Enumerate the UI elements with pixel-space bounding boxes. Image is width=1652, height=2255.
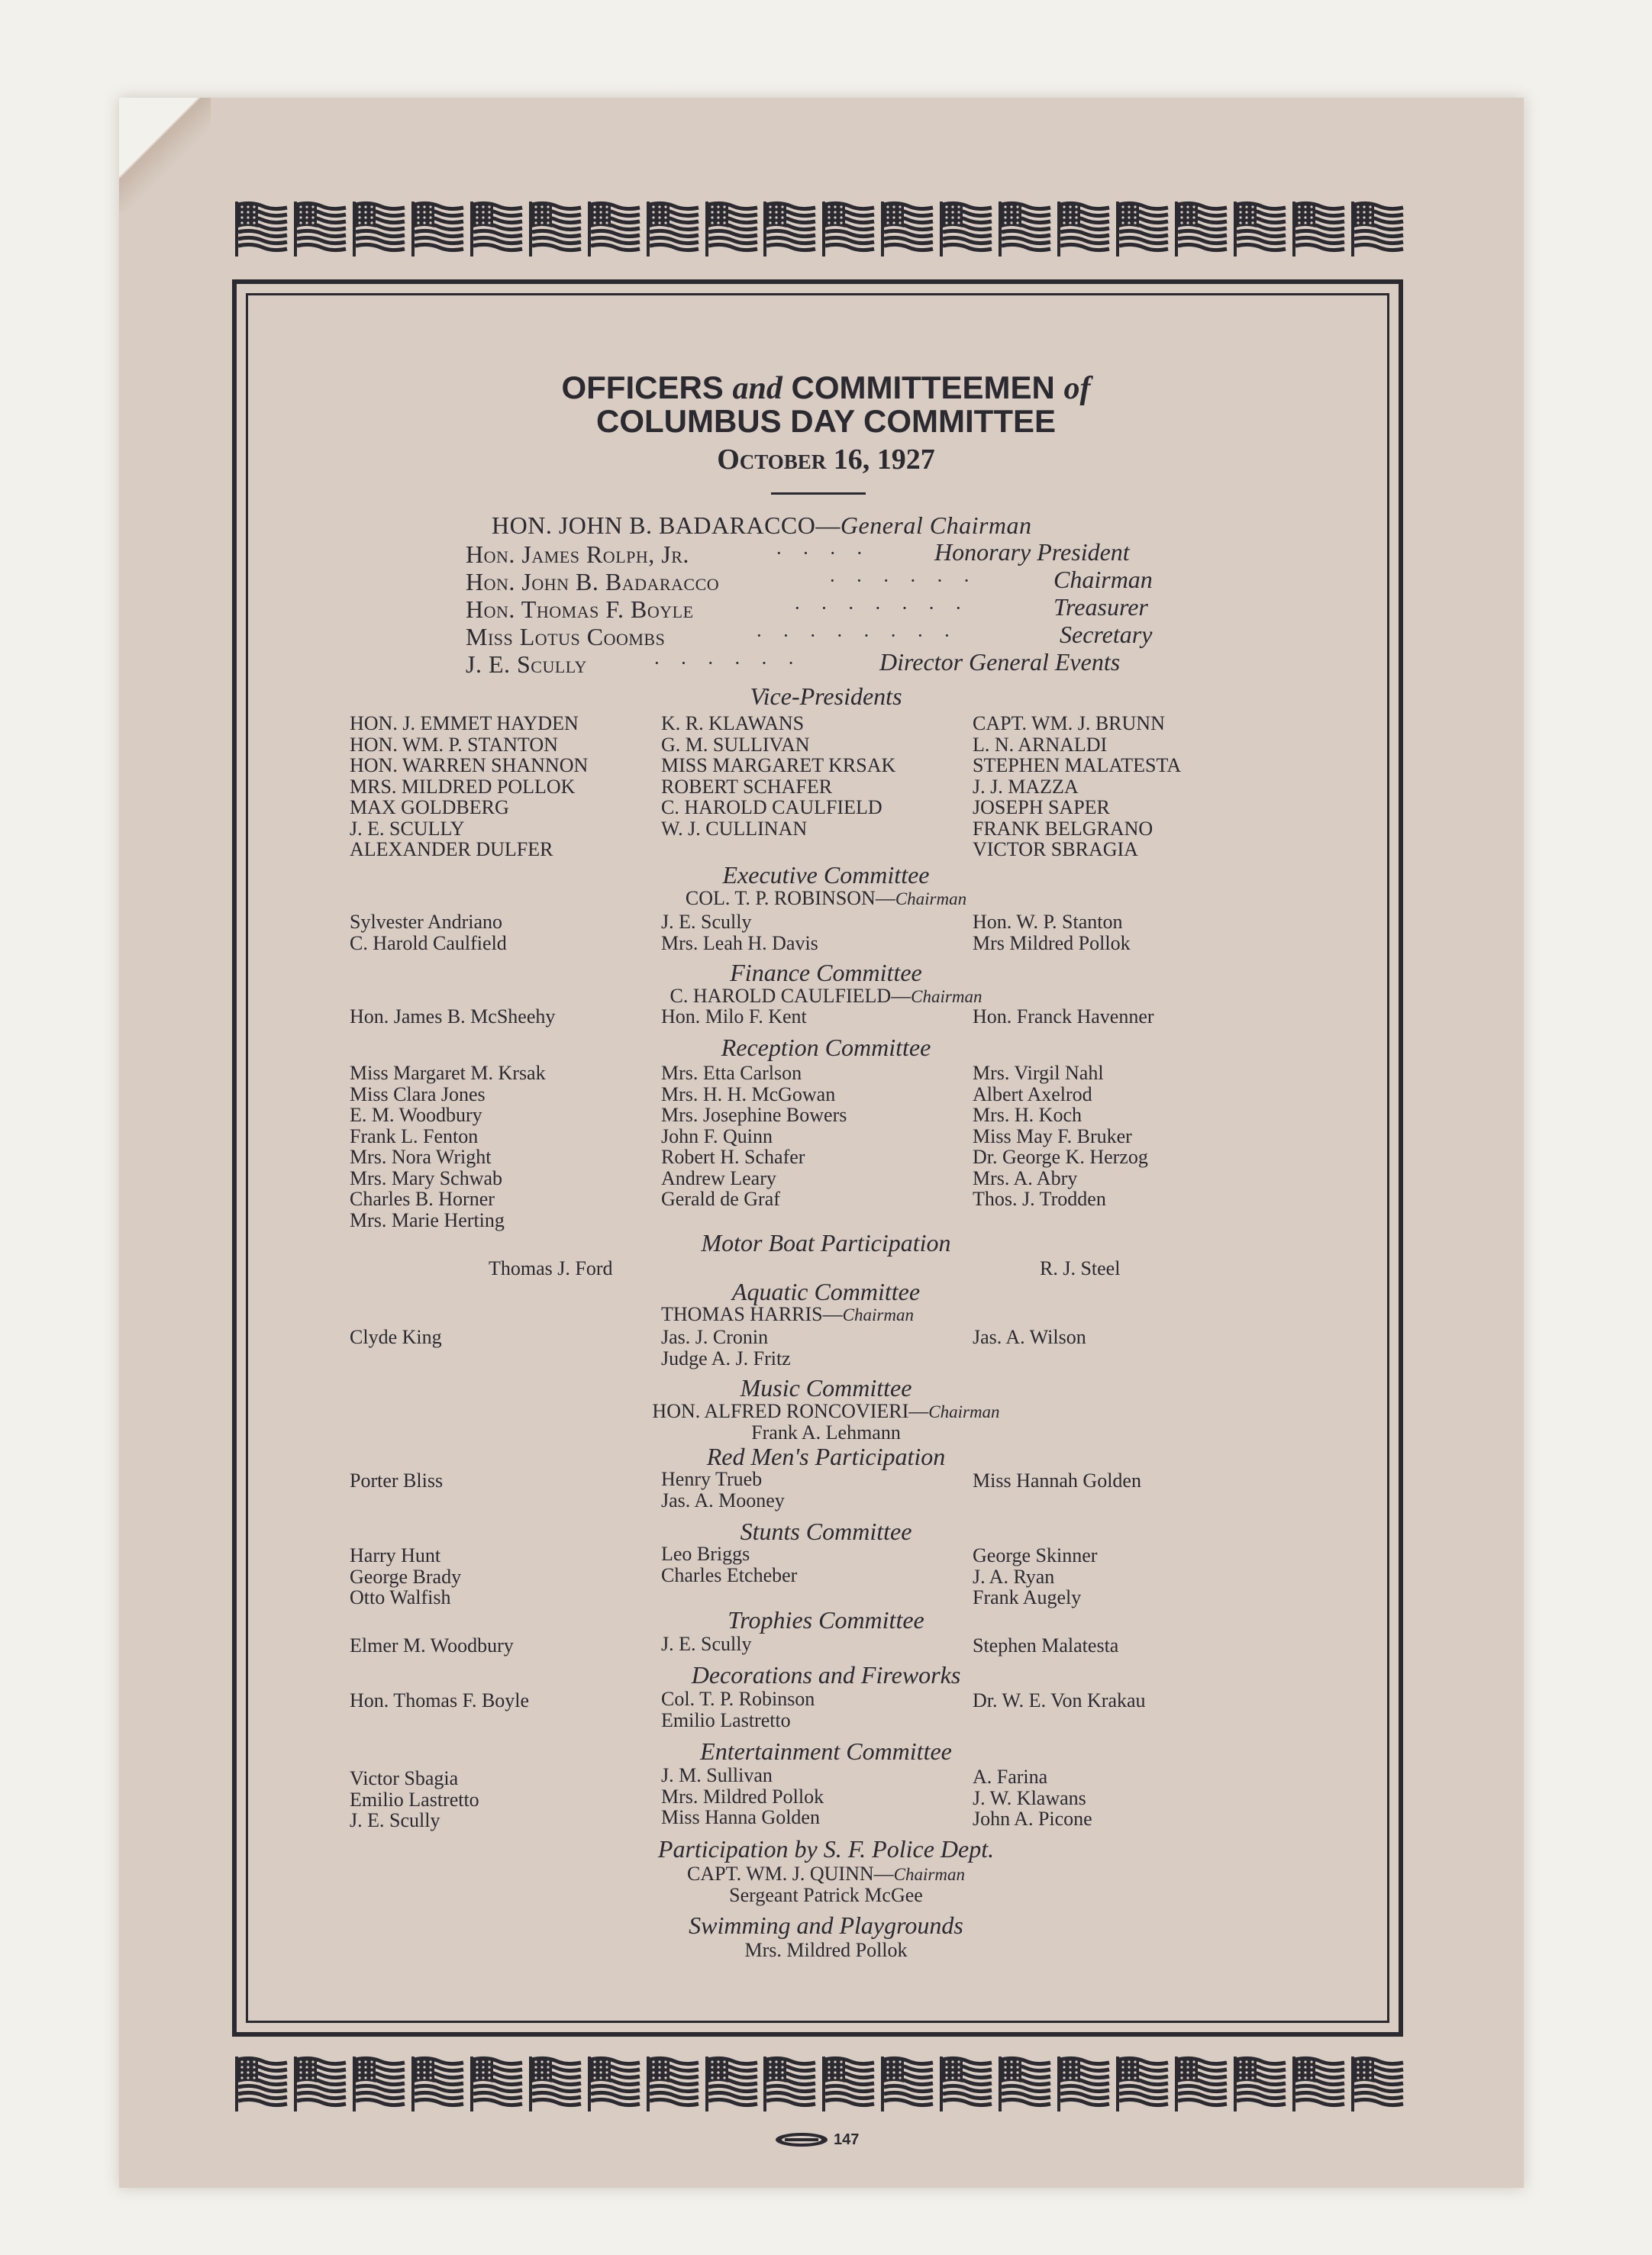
- member-name: Clyde King: [350, 1326, 442, 1348]
- american-flag-icon: [1115, 2052, 1170, 2115]
- member-name: HON. J. EMMET HAYDEN: [350, 712, 579, 734]
- american-flag-icon: [1232, 197, 1287, 260]
- american-flag-icon: [410, 197, 465, 260]
- american-flag-icon: [997, 197, 1052, 260]
- member-name: Porter Bliss: [350, 1469, 444, 1492]
- american-flag-icon: [645, 2052, 700, 2115]
- american-flag-icon: [292, 2052, 347, 2115]
- member-name: Miss Hannah Golden: [973, 1469, 1141, 1492]
- member-name: Mrs. A. Abry: [973, 1166, 1078, 1189]
- american-flag-icon: [762, 2052, 817, 2115]
- officer-name: J. E. Scully: [466, 650, 587, 678]
- finance-column-1: [350, 1006, 555, 1027]
- member-name: J. J. MAZZA: [973, 775, 1079, 798]
- flag-border-top: [234, 197, 1405, 266]
- member-name: L. N. ARNALDI: [973, 733, 1108, 756]
- member-name: Mrs Mildred Pollok: [973, 931, 1131, 954]
- american-flag-icon: [528, 197, 582, 260]
- member-name: Charles B. Horner: [350, 1188, 495, 1210]
- decorations-column-3: [973, 1690, 1146, 1711]
- member-name: Emilio Lastretto: [661, 1708, 791, 1731]
- swimming-member: Mrs. Mildred Pollok: [744, 1939, 908, 1961]
- member-name: Frank Augely: [973, 1586, 1082, 1608]
- officer-name: Hon. Thomas F. Boyle: [466, 595, 694, 623]
- american-flag-icon: [351, 197, 406, 260]
- member-name: John A. Picone: [973, 1808, 1092, 1830]
- member-name: E. M. Woodbury: [350, 1104, 482, 1126]
- american-flag-icon: [821, 2052, 876, 2115]
- section-heading-vice-presidents: Vice-Presidents: [750, 682, 902, 710]
- member-name: STEPHEN MALATESTA: [973, 754, 1182, 776]
- title-line-1: OFFICERS and COMMITTEEMEN of: [561, 369, 1091, 406]
- member-name: Mrs. Virgil Nahl: [973, 1062, 1104, 1084]
- member-name: A. Farina: [973, 1766, 1048, 1788]
- section-heading-police: Participation by S. F. Police Dept.: [657, 1835, 995, 1863]
- section-heading-reception: Reception Committee: [721, 1034, 931, 1061]
- american-flag-icon: [704, 197, 759, 260]
- section-heading-trophies: Trophies Committee: [728, 1606, 924, 1634]
- section-heading-red-men: Red Men's Participation: [706, 1443, 946, 1470]
- member-name: Emilio Lastretto: [350, 1788, 479, 1811]
- american-flag-icon: [410, 2052, 465, 2115]
- member-name: Mrs. Etta Carlson: [661, 1062, 802, 1084]
- member-name: Stephen Malatesta: [973, 1634, 1119, 1657]
- motor-boat-right: R. J. Steel: [1040, 1257, 1121, 1279]
- trophies-column-1: [350, 1635, 514, 1657]
- stunts-column-3: [973, 1545, 1097, 1608]
- leader-dots: · · · · · · ·: [794, 597, 970, 619]
- american-flag-icon: [1291, 197, 1346, 260]
- american-flag-icon: [1056, 197, 1111, 260]
- american-flag-icon: [351, 2052, 406, 2115]
- member-name: Hon. W. P. Stanton: [973, 911, 1123, 933]
- member-name: Dr. George K. Herzog: [973, 1146, 1148, 1168]
- police-chairman: CAPT. WM. J. QUINN—Chairman: [687, 1863, 965, 1885]
- music-member: Frank A. Lehmann: [751, 1421, 901, 1444]
- leader-dots: · · · · · ·: [653, 652, 802, 674]
- leader-dots: · · · · · ·: [829, 569, 978, 592]
- member-name: Elmer M. Woodbury: [350, 1634, 514, 1657]
- officer-role: Treasurer: [1053, 593, 1148, 621]
- member-name: Charles Etcheber: [661, 1563, 798, 1586]
- stunts-column-1: [350, 1545, 461, 1608]
- american-flag-icon: [234, 2052, 289, 2115]
- member-name: Mrs. Mildred Pollok: [661, 1785, 824, 1808]
- american-flag-icon: [469, 2052, 524, 2115]
- member-name: Hon. James B. McSheehy: [350, 1005, 556, 1027]
- officer-role: Director General Events: [879, 648, 1121, 676]
- flag-border-bottom: [234, 2052, 1405, 2121]
- entertainment-column-2: [661, 1765, 824, 1828]
- member-name: C. HAROLD CAULFIELD: [661, 796, 882, 818]
- american-flag-icon: [1350, 197, 1405, 260]
- member-name: Victor Sbagia: [350, 1767, 459, 1789]
- member-name: John F. Quinn: [661, 1124, 773, 1147]
- member-name: Hon. Milo F. Kent: [661, 1005, 807, 1027]
- american-flag-icon: [821, 197, 876, 260]
- member-name: J. E. Scully: [661, 1633, 752, 1655]
- member-name: George Brady: [350, 1565, 462, 1588]
- motor-boat-left: Thomas J. Ford: [489, 1257, 613, 1279]
- entertainment-column-3: [973, 1766, 1092, 1830]
- member-name: C. Harold Caulfield: [350, 931, 507, 954]
- general-chairman: HON. JOHN B. BADARACCO—General Chairman: [492, 511, 1032, 539]
- section-heading-decorations: Decorations and Fireworks: [691, 1661, 961, 1689]
- section-heading-motor-boat: Motor Boat Participation: [701, 1229, 951, 1257]
- red-men-column-2: [661, 1469, 785, 1511]
- title-line-2: COLUMBUS DAY COMMITTEE: [595, 403, 1057, 439]
- american-flag-icon: [292, 197, 347, 260]
- member-name: J. W. Klawans: [973, 1786, 1086, 1809]
- member-name: Albert Axelrod: [973, 1082, 1092, 1105]
- officer-name: Hon. John B. Badaracco: [466, 568, 720, 595]
- vice-presidents-column-3: [973, 713, 1181, 860]
- vice-presidents-column-2: [661, 713, 895, 839]
- member-name: HON. WARREN SHANNON: [350, 754, 589, 776]
- member-name: Jas. A. Mooney: [661, 1489, 785, 1511]
- member-name: Leo Briggs: [661, 1543, 750, 1565]
- member-name: Thos. J. Trodden: [973, 1188, 1106, 1210]
- member-name: Mrs. Mary Schwab: [350, 1166, 503, 1189]
- member-name: J. A. Ryan: [973, 1565, 1055, 1588]
- member-name: Col. T. P. Robinson: [661, 1688, 815, 1710]
- member-name: Mrs. Nora Wright: [350, 1146, 492, 1168]
- member-name: Dr. W. E. Von Krakau: [973, 1689, 1146, 1711]
- american-flag-icon: [704, 2052, 759, 2115]
- officer-name: Miss Lotus Coombs: [466, 623, 666, 650]
- executive-column-1: [350, 911, 507, 953]
- member-name: Andrew Leary: [661, 1166, 776, 1189]
- section-heading-aquatic: Aquatic Committee: [731, 1278, 921, 1305]
- american-flag-icon: [528, 2052, 582, 2115]
- trophies-column-2: [661, 1634, 751, 1655]
- music-chairman: HON. ALFRED RONCOVIERI—Chairman: [652, 1400, 1000, 1422]
- member-name: MISS MARGARET KRSAK: [661, 754, 896, 776]
- aquatic-chairman: THOMAS HARRIS—Chairman: [661, 1303, 914, 1325]
- member-name: Henry Trueb: [661, 1468, 763, 1490]
- decorations-column-2: [661, 1689, 815, 1731]
- american-flag-icon: [586, 2052, 641, 2115]
- finance-chairman: C. HAROLD CAULFIELD—Chairman: [670, 985, 982, 1007]
- section-heading-finance: Finance Committee: [730, 959, 922, 986]
- member-name: J. E. Scully: [661, 911, 752, 933]
- member-name: J. E. SCULLY: [350, 817, 465, 840]
- aquatic-column-3: [973, 1327, 1086, 1348]
- member-name: Gerald de Graf: [661, 1188, 780, 1210]
- reception-column-1: [350, 1063, 546, 1231]
- american-flag-icon: [586, 197, 641, 260]
- section-heading-music: Music Committee: [740, 1374, 912, 1402]
- american-flag-icon: [879, 2052, 934, 2115]
- member-name: Frank L. Fenton: [350, 1124, 479, 1147]
- member-name: W. J. CULLINAN: [661, 817, 808, 840]
- event-date: October 16, 1927: [717, 444, 935, 476]
- american-flag-icon: [938, 197, 993, 260]
- member-name: ALEXANDER DULFER: [350, 838, 553, 860]
- member-name: FRANK BELGRANO: [973, 817, 1153, 840]
- member-name: Mrs. H. Koch: [973, 1104, 1082, 1126]
- member-name: K. R. KLAWANS: [661, 712, 805, 734]
- american-flag-icon: [997, 2052, 1052, 2115]
- section-heading-stunts: Stunts Committee: [740, 1518, 912, 1545]
- finance-column-2: [661, 1006, 807, 1027]
- american-flag-icon: [645, 197, 700, 260]
- stunts-column-2: [661, 1544, 797, 1586]
- officer-role: Chairman: [1053, 566, 1153, 593]
- decorations-column-1: [350, 1690, 529, 1711]
- member-name: Robert H. Schafer: [661, 1146, 805, 1168]
- member-name: J. E. Scully: [350, 1809, 440, 1831]
- member-name: George Skinner: [973, 1544, 1098, 1566]
- american-flag-icon: [879, 197, 934, 260]
- member-name: Mrs. Leah H. Davis: [661, 931, 818, 954]
- member-name: Miss Clara Jones: [350, 1082, 486, 1105]
- american-flag-icon: [1115, 197, 1170, 260]
- american-flag-icon: [938, 2052, 993, 2115]
- member-name: HON. WM. P. STANTON: [350, 733, 558, 756]
- member-name: Sylvester Andriano: [350, 911, 503, 933]
- member-name: ROBERT SCHAFER: [661, 775, 833, 798]
- member-name: G. M. SULLIVAN: [661, 733, 810, 756]
- aquatic-column-2: [661, 1327, 791, 1369]
- american-flag-icon: [1350, 2052, 1405, 2115]
- member-name: Judge A. J. Fritz: [661, 1347, 791, 1369]
- reception-column-3: [973, 1063, 1148, 1210]
- american-flag-icon: [469, 197, 524, 260]
- member-name: Miss Hanna Golden: [661, 1806, 820, 1828]
- section-heading-swimming: Swimming and Playgrounds: [689, 1911, 963, 1939]
- police-member: Sergeant Patrick McGee: [729, 1884, 923, 1906]
- member-name: Miss Margaret M. Krsak: [350, 1062, 546, 1084]
- reception-column-2: [661, 1063, 847, 1210]
- american-flag-icon: [234, 197, 289, 260]
- page-number: 147: [834, 2131, 860, 2148]
- officer-role: Secretary: [1060, 621, 1153, 648]
- member-name: Mrs. H. H. McGowan: [661, 1082, 836, 1105]
- member-name: CAPT. WM. J. BRUNN: [973, 712, 1165, 734]
- member-name: VICTOR SBRAGIA: [973, 838, 1138, 860]
- american-flag-icon: [1056, 2052, 1111, 2115]
- executive-column-3: [973, 911, 1131, 953]
- member-name: Mrs. Josephine Bowers: [661, 1104, 847, 1126]
- american-flag-icon: [1173, 2052, 1228, 2115]
- officer-role: Honorary President: [934, 538, 1130, 566]
- member-name: Harry Hunt: [350, 1544, 441, 1566]
- member-name: J. M. Sullivan: [661, 1764, 773, 1786]
- aquatic-column-1: [350, 1327, 442, 1348]
- vice-presidents-column-1: [350, 713, 588, 860]
- title-rule: [771, 492, 866, 495]
- member-name: Mrs. Marie Herting: [350, 1208, 505, 1231]
- section-heading-entertainment: Entertainment Committee: [700, 1737, 952, 1765]
- member-name: Jas. A. Wilson: [973, 1326, 1086, 1348]
- member-name: Jas. J. Cronin: [661, 1326, 769, 1348]
- american-flag-icon: [1291, 2052, 1346, 2115]
- entertainment-column-1: [350, 1768, 479, 1831]
- finance-column-3: [973, 1006, 1154, 1027]
- trophies-column-3: [973, 1635, 1118, 1657]
- officer-name: Hon. James Rolph, Jr.: [466, 540, 689, 568]
- folded-corner: [119, 98, 211, 212]
- american-flag-icon: [1173, 197, 1228, 260]
- leader-dots: · · · · · · · ·: [756, 624, 958, 647]
- executive-column-2: [661, 911, 818, 953]
- member-name: MRS. MILDRED POLLOK: [350, 775, 576, 798]
- american-flag-icon: [762, 197, 817, 260]
- member-name: Hon. Thomas F. Boyle: [350, 1689, 530, 1711]
- american-flag-icon: [1232, 2052, 1287, 2115]
- leader-dots: · · · ·: [776, 542, 871, 564]
- member-name: Otto Walfish: [350, 1586, 451, 1608]
- section-heading-executive: Executive Committee: [722, 861, 930, 889]
- member-name: Miss May F. Bruker: [973, 1124, 1132, 1147]
- red-men-column-3: [973, 1470, 1141, 1492]
- member-name: Hon. Franck Havenner: [973, 1005, 1154, 1027]
- red-men-column-1: [350, 1470, 443, 1492]
- executive-chairman: COL. T. P. ROBINSON—Chairman: [685, 887, 967, 909]
- member-name: JOSEPH SAPER: [973, 796, 1110, 818]
- member-name: MAX GOLDBERG: [350, 796, 509, 818]
